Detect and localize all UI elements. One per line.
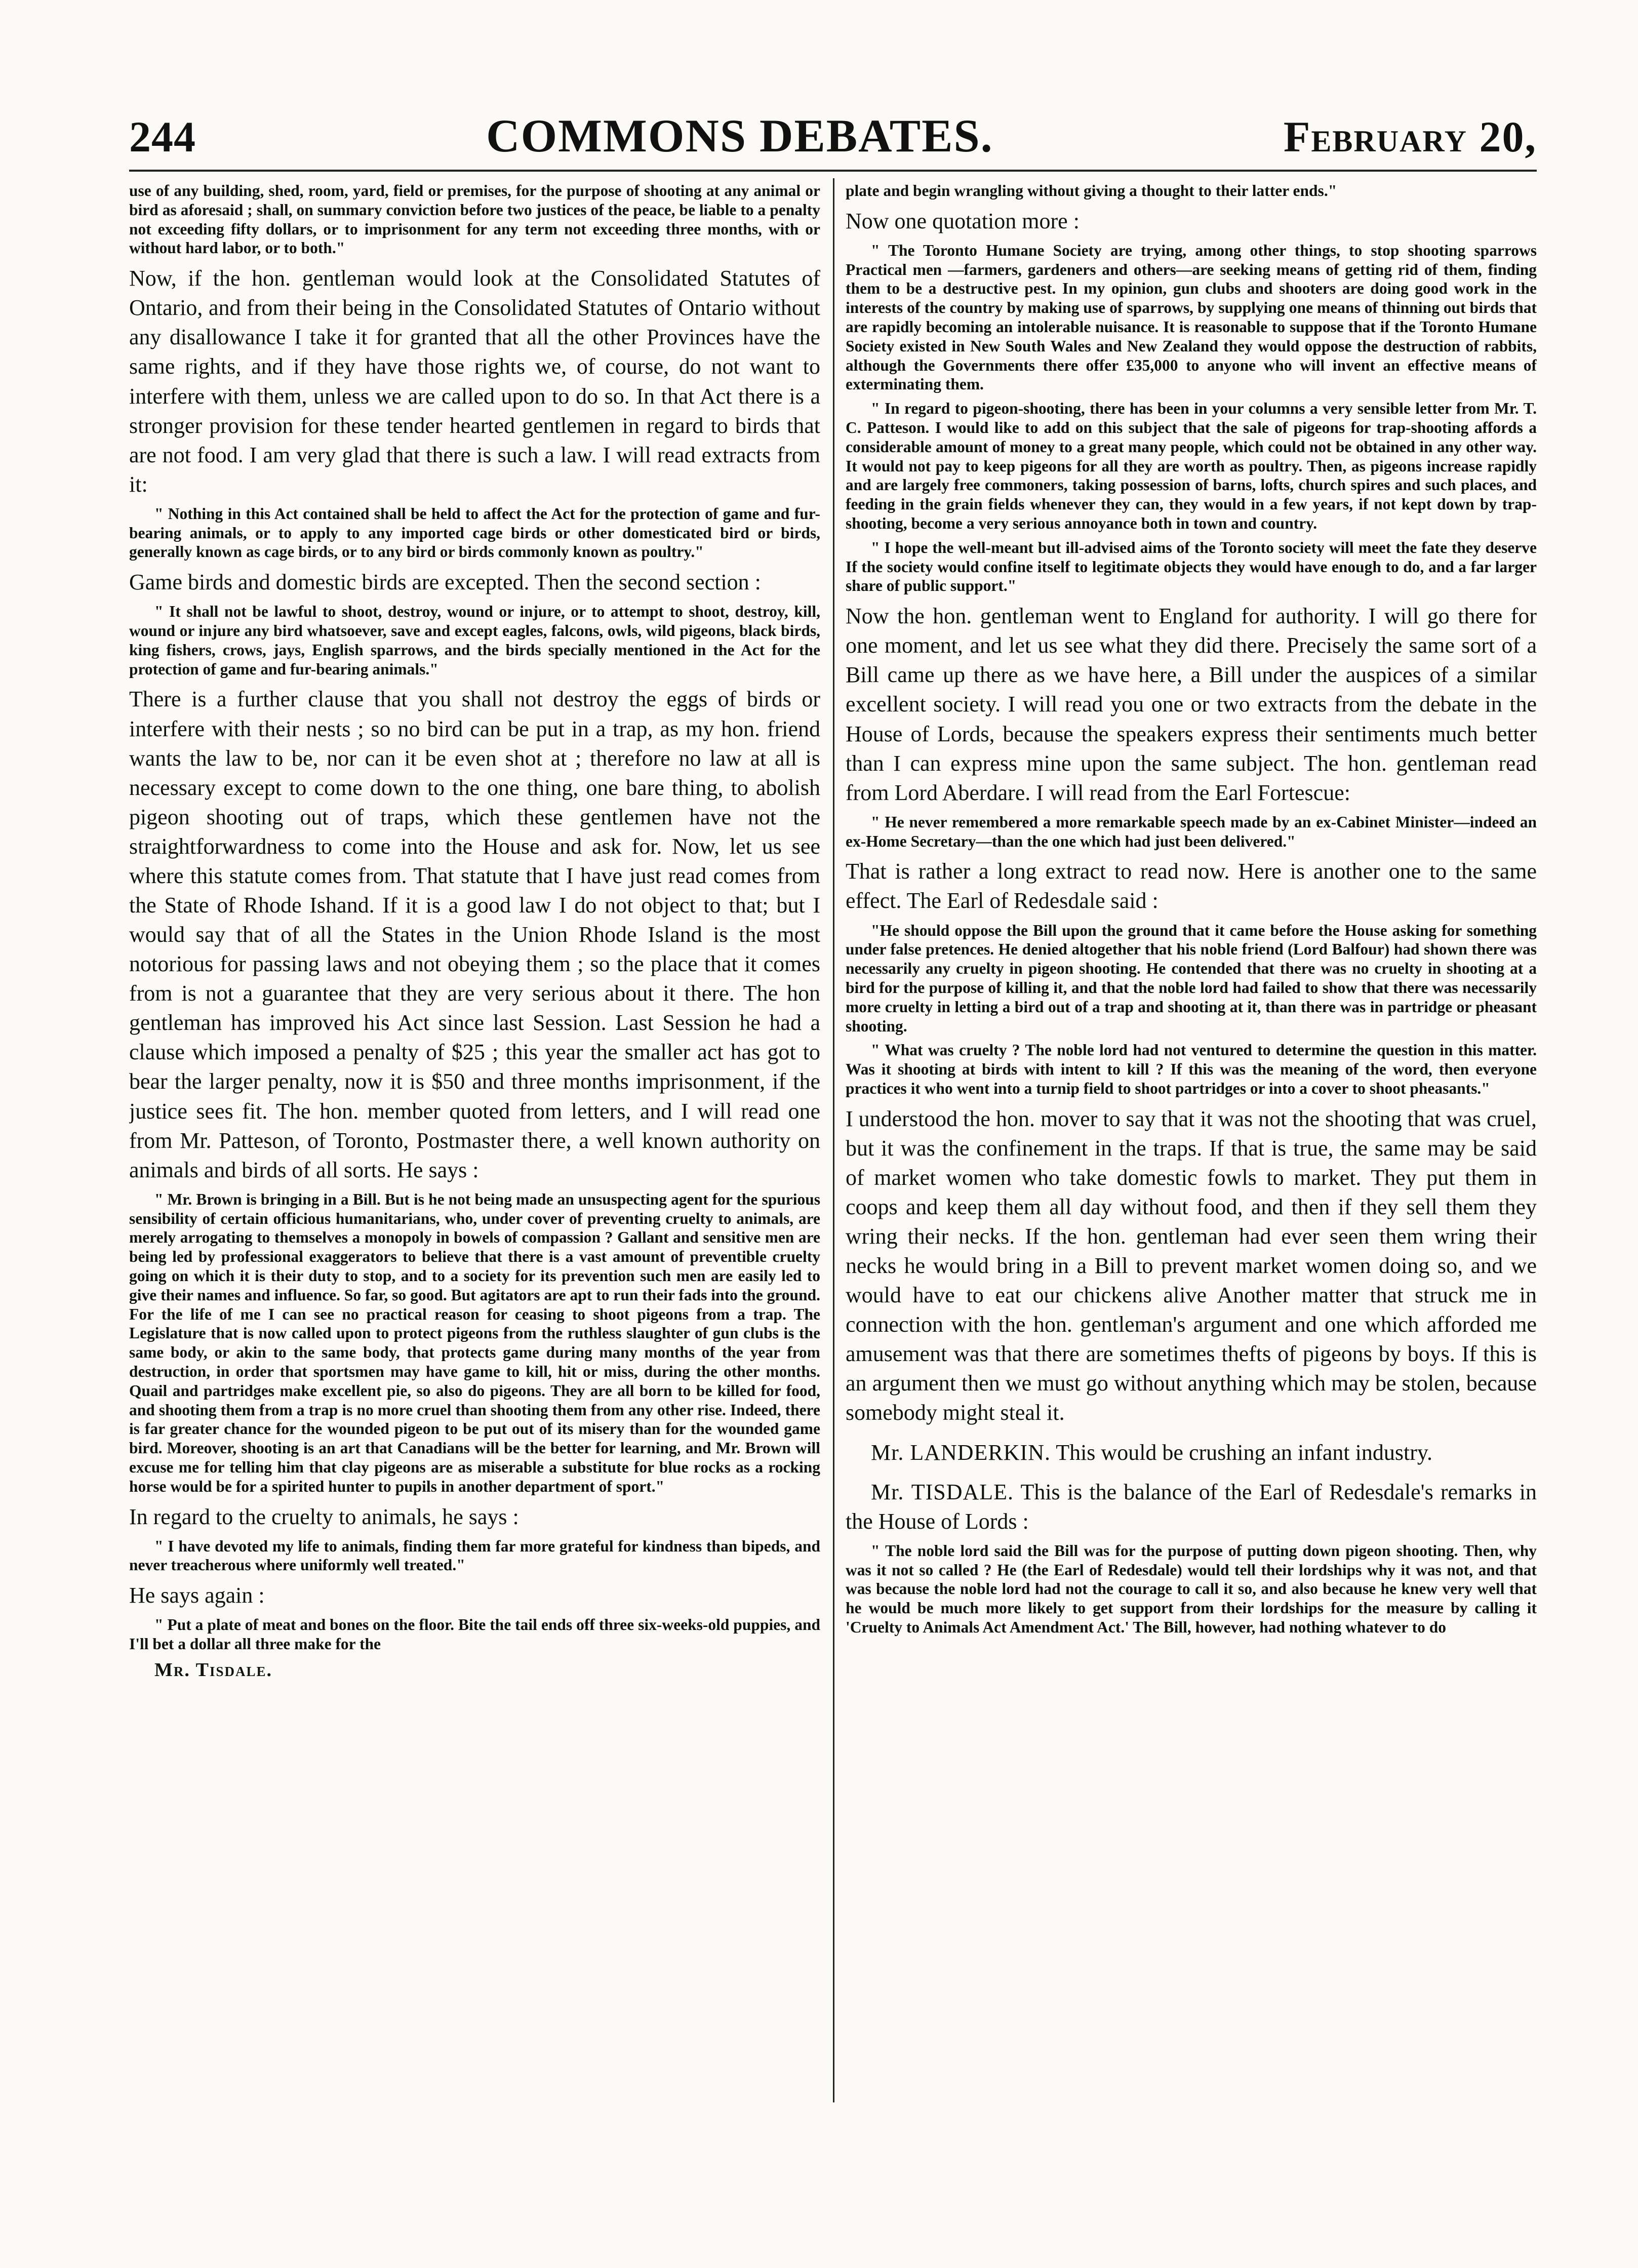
speaker-paragraph xyxy=(846,1478,1537,1536)
quote-block: " In regard to pigeon-shooting, there has been in your columns a very sensible letter from Mr. T. C. Patteson. I would like to add on this subject that the sale of pigeons for trap-shooting affords a considerable amount of money to a great many people, which could not be obtained in any other way. It would not pay to keep pigeons for all they are worth as poultry. Then, as pigeons increase rapidly and are largely free commoners, taking possession of barns, lofts, church spires and such places, and feeding in the grain fields whenever they can, they would in a few years, if not kept down by trap-shooting, become a very serious annoyance both in town and country. xyxy=(846,400,1537,533)
body-paragraph: He says again : xyxy=(129,1583,265,1608)
column-divider xyxy=(833,178,834,2102)
speaker-text: This would be crushing an infant industry. xyxy=(1056,1440,1433,1465)
running-title: COMMONS DEBATES. xyxy=(486,110,993,162)
quote-block: " What was cruelty ? The noble lord had not ventured to determine the question in this matter. Was it shooting at birds with intent to kill ? If this was the meaning of the word, then everyone practices it who went into a turnip field to shoot partridges or into a cover to shoot pheasants." xyxy=(846,1041,1537,1097)
quote-block: " Nothing in this Act contained shall be held to affect the Act for the protection of game and fur-bearing animals, or to apply to any imported cage birds or other domesticated bird or birds, generally known as cage birds, or to any bird or birds commonly known as poultry." xyxy=(129,504,820,561)
speaker-name: Mr. TISDALE. xyxy=(871,1479,1014,1504)
speaker-paragraph xyxy=(846,1438,1537,1467)
quote-block: "He should oppose the Bill upon the ground that it came before the House asking for something under false pretences. He denied altogether that his noble friend (Lord Balfour) had shown there was necessarily any cruelty in pigeon shooting. He contended that there was no cruelty in shooting at a bird for the purpose of killing it, and that the noble lord had failed to show that there was necessarily more cruelty in letting a bird out of a trap and shooting at it, than there was in partridge or pheasant shooting. xyxy=(846,921,1537,1035)
page-header xyxy=(129,109,1537,172)
quote-block: " I hope the well-meant but ill-advised aims of the Toronto society will meet the fate they deserve If the society would confine itself to legitimate objects they would have enough to do, and a far larger share of public support." xyxy=(846,538,1537,595)
quote-block: " The Toronto Humane Society are trying, among other things, to stop shooting sparrows Practical men —farmers, gardeners and others—are seeking means of getting rid of them, finding them to be a destructive pest. In my opinion, gun clubs and shooters are doing good work in the interests of the country by making use of sparrows, by supplying one means of thinning out birds that are rapidly becoming an intolerable nuisance. It is reasonable to suppose that if the Toronto Humane Society existed in New South Wales and New Zealand they would oppose the destruction of rabbits, although the Governments there offer £35,000 to anyone who will invent an effective means of exterminating them. xyxy=(846,241,1537,393)
quote-block: " Mr. Brown is bringing in a Bill. But is he not being made an unsuspecting agent for the spurious sensibility of certain officious humanitarians, who, under cover of preventing cruelty to animals, are merely arrogating to themselves a monopoly in bowels of compassion ? Gallant and sensitive men are being led by professional exaggerators to believe that there is a vast amount of preventible cruelty going on which it is their duty to stop, and to a society for its prevention such men are easily led to give their names and influence. So far, so good. But agitators are apt to run their fads into the ground. For the life of me I can see no practical reason for ceasing to shoot pigeons from a trap. The Legislature that is now called upon to protect pigeons from the ruthless slaughter of gun clubs is the same body, or akin to the same body, that protects game during many months of the year from destruction, in order that sportsmen may have game to kill, hit or miss, during the other months. Quail and partridges make excellent pie, so also do pigeons. They are all born to be killed for food, and shooting them from a trap is no more cruel than shooting them from any other rise. Indeed, there is far greater chance for the wounded pigeon to be put out of its misery than for the wounded game bird. Moreover, shooting is an art that Canadians will be the better for learning, and Mr. Brown will excuse me for telling him that clay pigeons are as miserable a substitute for blue rocks as a rocking horse would be for a spirited hunter to pupils in another department of sport." xyxy=(129,1190,820,1495)
body-paragraph: In regard to the cruelty to animals, he says : xyxy=(129,1504,519,1529)
quote-block: use of any building, shed, room, yard, field or premises, for the purpose of shooting at any animal or bird as aforesaid ; shall, on summary conviction before two justices of the peace, be liable to a penalty not exceeding fifty dollars, or to imprisonment for any term not exceeding three months, with or without hard labor, or to both." xyxy=(129,182,820,257)
quote-block: " Put a plate of meat and bones on the floor. Bite the tail ends off three six-weeks-old puppies, and I'll bet a dollar all three make for the xyxy=(129,1616,820,1653)
speaker-name: Mr. LANDERKIN. xyxy=(871,1440,1051,1465)
quote-block: " It shall not be lawful to shoot, destroy, wound or injure, or to attempt to shoot, destroy, kill, wound or injure any bird whatsoever, save and except eagles, falcons, owls, wild pigeons, black birds, king fishers, crows, jays, English sparrows, and the birds specially mentioned in the Act for the protection of game and fur-bearing animals." xyxy=(129,603,820,678)
left-column xyxy=(129,178,820,2106)
body-paragraph: That is rather a long extract to read now. Here is another one to the same effect. The Earl of Redesdale said : xyxy=(846,859,1537,913)
body-paragraph: I understood the hon. mover to say that it was not the shooting that was cruel, but it was the confinement in the traps. If that is true, the same may be said of market women who take domestic fowls to market. They put them in coops and keep them all day without food, and then if they sell them they wring their necks. If the hon. gentleman had ever seen them wring their necks he would bring in a Bill to prevent market women doing so, and we would have to eat our chickens alive Another matter that struck me in connection with the hon. gentleman's argument and one which afforded me amusement was that there are sometimes thefts of pigeons by boys. If this is an argument then we must go without anything which may be stolen, because somebody might steal it. xyxy=(846,1106,1537,1425)
page-number: 244 xyxy=(129,112,196,161)
body-paragraph: Now, if the hon. gentleman would look at the Consolidated Statutes of Ontario, and from their being in the Consolidated Statutes of Ontario without any disallowance I take it for granted that all the other Provinces have the same rights, and if they have those rights we, of course, do not want to interfere with them, unless we are called upon to do so. In that Act there is a stronger provision for these tender hearted gentlemen in regard to birds that are not food. I am very glad that there is such a law. I will read extracts from it: xyxy=(129,266,820,497)
body-paragraph: Game birds and domestic birds are excepted. Then the second section : xyxy=(129,570,761,595)
quote-block: " I have devoted my life to animals, finding them far more grateful for kindness than bipeds, and never treacherous where uniformly well treated." xyxy=(129,1537,820,1574)
speaker-signature: Mr. Tisdale. xyxy=(154,1659,273,1681)
quote-block: " He never remembered a more remarkable speech made by an ex-Cabinet Minister—indeed an ex-Home Secretary—than the one which had just been delivered." xyxy=(846,813,1537,850)
body-paragraph: There is a further clause that you shall not destroy the eggs of birds or interfere with their nests ; so no bird can be put in a trap, as my hon. friend wants the law to be, nor can it be even shot at ; therefore no law at all is necessary except to come down to the one thing, one bare thing, to abolish pigeon shooting out of traps, which these gentlemen have not the straightforwardness to come into the House and ask for. Now, let us see where this statute comes from. That statute that I have just read comes from the State of Rhode Ishand. If it is a good law I do not object to that; but I would say that of all the States in the Union Rhode Island is the most notorious for passing laws and not obeying them ; so the place that it comes from is not a guarantee that they are very serious about it there. The hon gentleman has improved his Act since last Session. Last Session he had a clause which imposed a penalty of $25 ; this year the smaller act has got to bear the larger penalty, now it is $50 and three months imprisonment, if the justice sees fit. The hon. member quoted from letters, and I will read one from Mr. Patteson, of Toronto, Postmaster there, a well known authority on animals and birds of all sorts. He says : xyxy=(129,687,820,1182)
quote-block: plate and begin wrangling without giving a thought to their latter ends." xyxy=(846,182,1337,200)
body-paragraph: Now one quotation more : xyxy=(846,208,1080,233)
body-paragraph: Now the hon. gentleman went to England for authority. I will go there for one moment, and let us see what they did there. Precisely the same sort of a Bill came up there as we have here, a Bill under the auspices of a similar excellent society. I will read you one or two extracts from the debate in the House of Lords, because the speakers express their sentiments much better than I can express mine upon the same subject. The hon. gentleman read from Lord Aberdare. I will read from the Earl Fortescue: xyxy=(846,604,1537,805)
speaker-text: This is the balance of the Earl of Redesdale's remarks in the House of Lords : xyxy=(846,1479,1537,1534)
right-column xyxy=(846,178,1537,2106)
quote-block: " The noble lord said the Bill was for the purpose of putting down pigeon shooting. Then, why was it not so called ? He (the Earl of Redesdale) would tell their lordships why it was not, and that was because the noble lord had not the courage to call it so, and also because he knew very well that he would be much more likely to get support from their lordships for the measure by calling it 'Cruelty to Animals Act Amendment Act.' The Bill, however, had nothing whatever to do xyxy=(846,1541,1537,1636)
running-date: February 20, xyxy=(1283,112,1537,161)
